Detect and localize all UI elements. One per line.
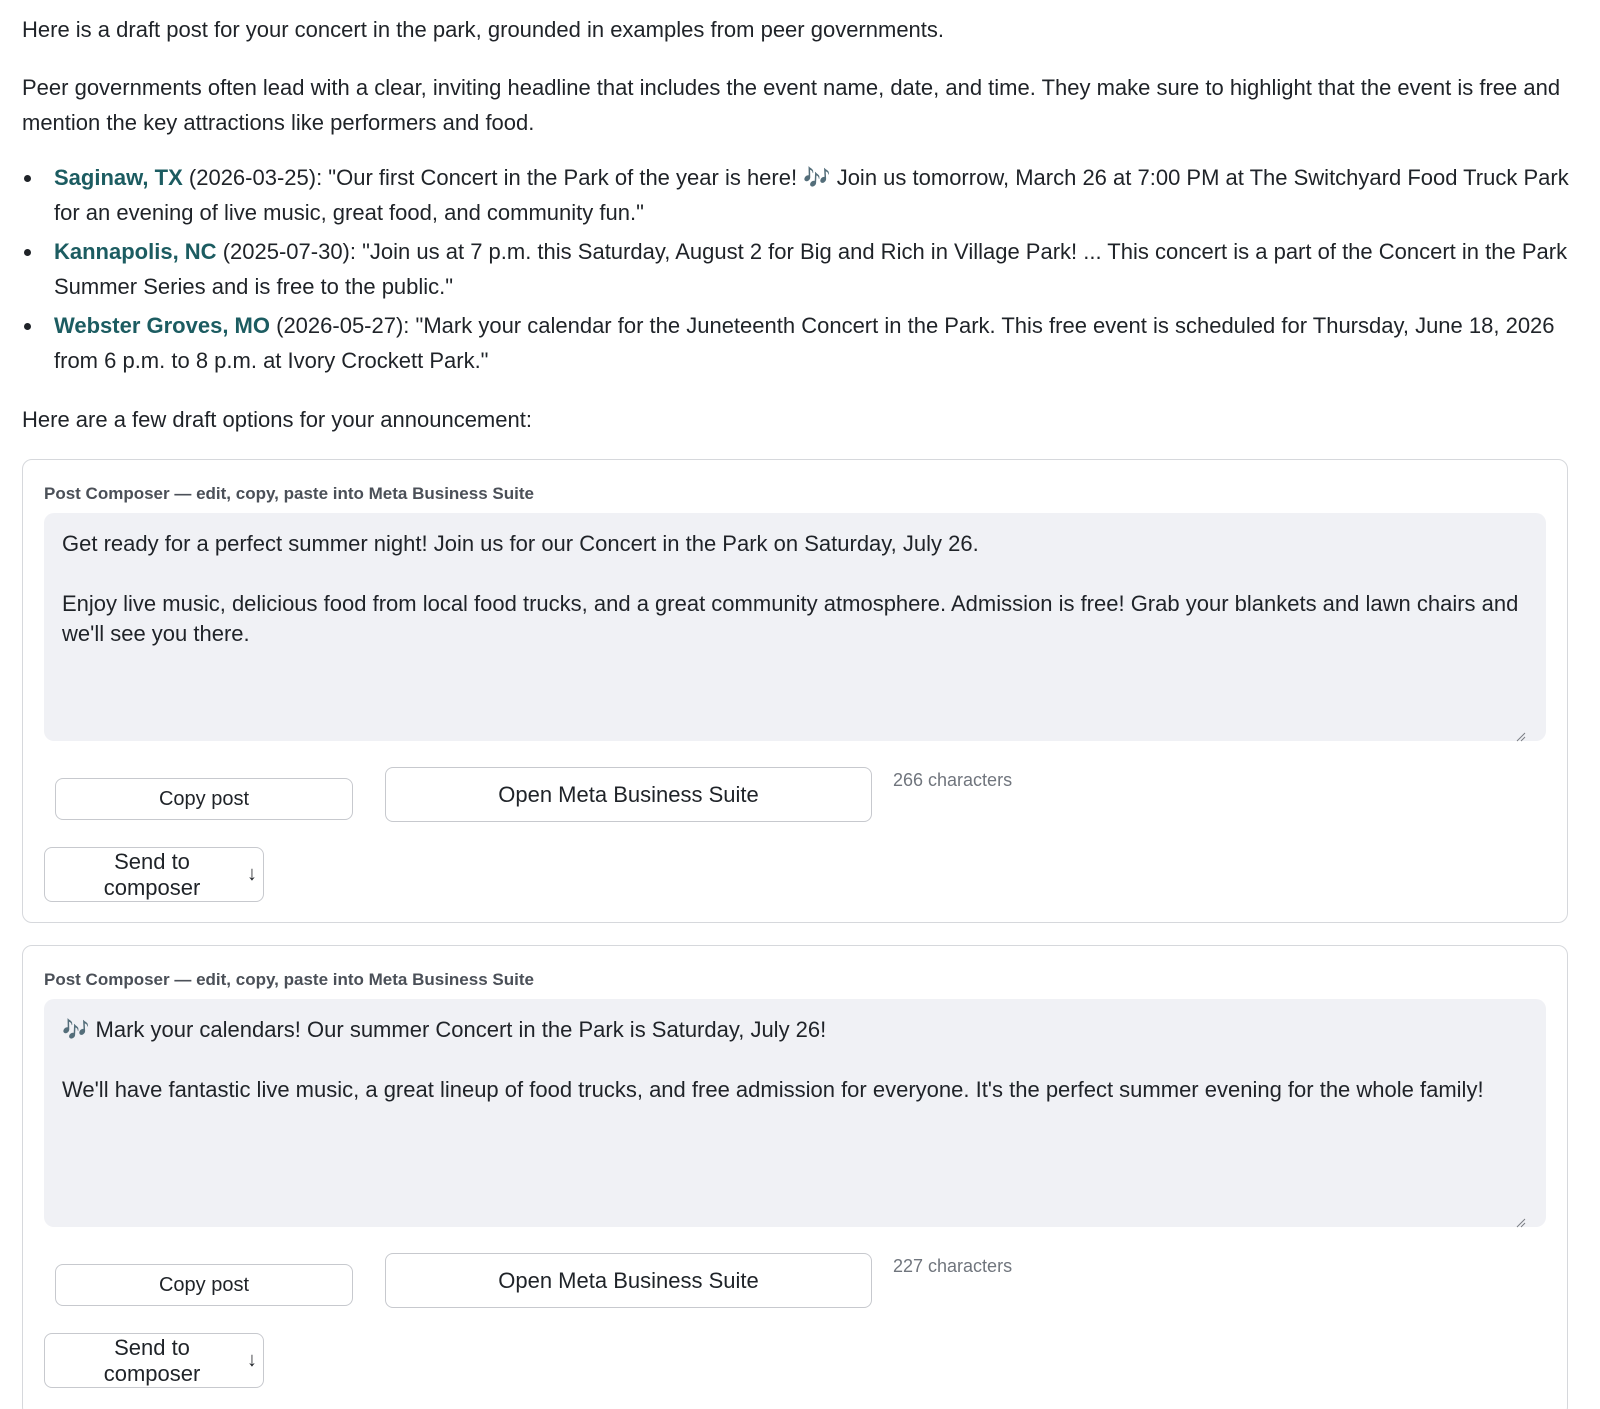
send-to-composer-button[interactable] xyxy=(44,1333,264,1388)
resize-grip-icon[interactable] xyxy=(1516,732,1526,742)
post-composer-1 xyxy=(22,459,1568,923)
copy-post-button[interactable]: Copy post xyxy=(55,1264,353,1306)
arrow-down-icon: ↓ xyxy=(247,863,257,885)
arrow-down-icon: ↓ xyxy=(247,1349,257,1371)
character-count: 266 characters xyxy=(893,770,1013,790)
intro-text: Here is a draft post for your concert in the park, grounded in examples from peer governments. xyxy=(22,17,945,42)
open-meta-business-suite-button[interactable]: Open Meta Business Suite xyxy=(385,767,872,822)
character-count: 227 characters xyxy=(893,1256,1013,1276)
options-intro-text: Here are a few draft options for your announcement: xyxy=(22,407,532,432)
post-textarea[interactable]: Get ready for a perfect summer night! Join us for our Concert in the Park on Saturday, July 26. Enjoy live music, delicious food from local food trucks, and a great community atmosphere. Admission is free! Grab your blankets and lawn chairs and we'll see you there. xyxy=(44,513,1546,741)
open-meta-business-suite-button[interactable]: Open Meta Business Suite xyxy=(385,1253,872,1308)
resize-grip-icon[interactable] xyxy=(1516,1218,1526,1228)
send-to-composer-label: Send to composer xyxy=(103,1334,201,1386)
example-quote: (2026-03-25): "Our first Concert in the Park of the year is here! 🎶 Join us tomorrow, March 26 at 7:00 PM at The Switchyard Food Truck Park for an evening of live music, great food, and community fun." xyxy=(54,165,1569,225)
send-to-composer-button[interactable] xyxy=(44,847,264,902)
post-composer-2 xyxy=(22,945,1568,1409)
example-place-link[interactable]: Webster Groves, MO xyxy=(54,313,270,338)
send-to-composer-label: Send to composer xyxy=(103,848,201,900)
example-quote: (2025-07-30): "Join us at 7 p.m. this Saturday, August 2 for Big and Rich in Village Park! ... This concert is a part of the Concert in the Park Summer Series and is free to the public." xyxy=(54,239,1568,299)
example-place-link[interactable]: Saginaw, TX xyxy=(54,165,183,190)
list-item xyxy=(22,308,1582,378)
list-item xyxy=(22,234,1582,304)
peer-examples-list xyxy=(22,160,1582,382)
composer-label: Post Composer — edit, copy, paste into Meta Business Suite xyxy=(44,484,534,503)
peer-summary-text: Peer governments often lead with a clear, inviting headline that includes the event name, date, and time. They make sure to highlight that the event is free and mention the key attractions like performers and food. xyxy=(22,75,1561,135)
example-place-link[interactable]: Kannapolis, NC xyxy=(54,239,217,264)
post-textarea[interactable]: 🎶 Mark your calendars! Our summer Concert in the Park is Saturday, July 26! We'll have fantastic live music, a great lineup of food trucks, and free admission for everyone. It's the perfect summer evening for the whole family! xyxy=(44,999,1546,1227)
list-item xyxy=(22,160,1582,230)
composer-label: Post Composer — edit, copy, paste into Meta Business Suite xyxy=(44,970,534,989)
example-quote: (2026-05-27): "Mark your calendar for the Juneteenth Concert in the Park. This free event is scheduled for Thursday, June 18, 2026 from 6 p.m. to 8 p.m. at Ivory Crockett Park." xyxy=(54,313,1555,373)
copy-post-button[interactable]: Copy post xyxy=(55,778,353,820)
